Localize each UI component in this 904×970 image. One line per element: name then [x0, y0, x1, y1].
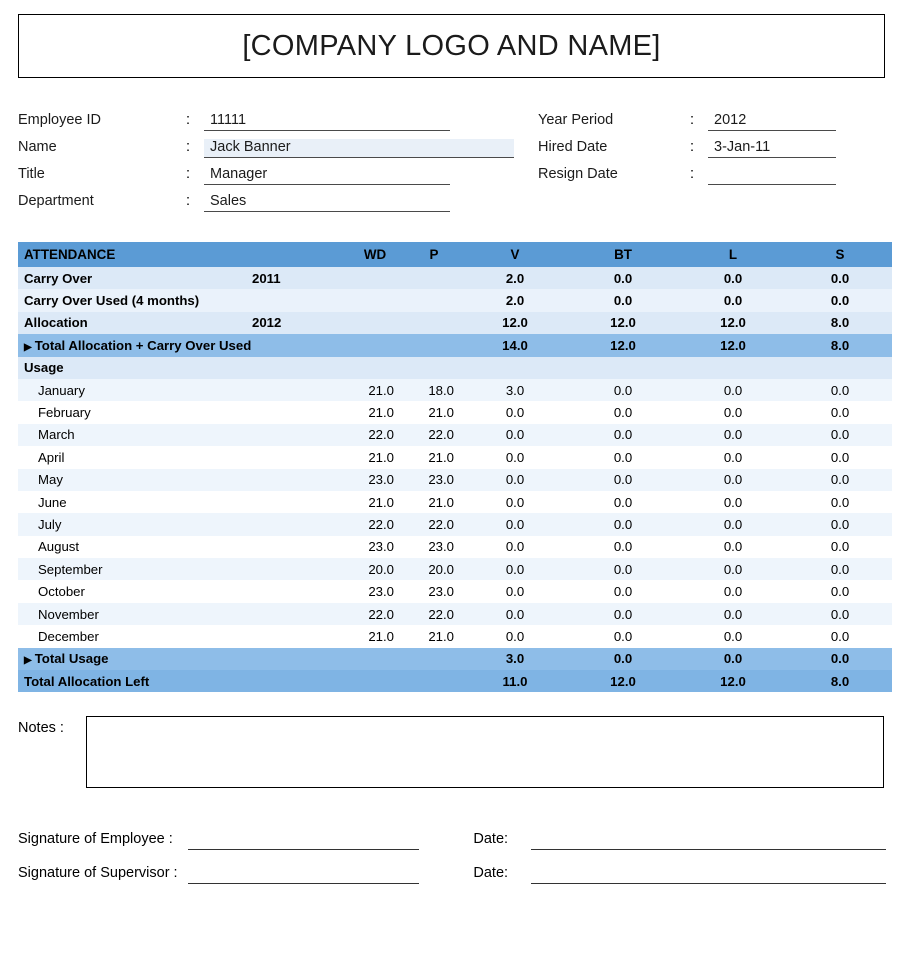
month-v: 0.0: [505, 494, 525, 510]
table-row: [18, 603, 892, 625]
month-l: 0.0: [723, 449, 743, 465]
table-row: [18, 558, 892, 580]
total-allocation-wd: [344, 334, 406, 356]
month-l: 0.0: [723, 382, 743, 398]
table-row: [18, 424, 892, 446]
month-bt: 0.0: [613, 606, 633, 622]
month-label: March: [38, 427, 75, 443]
month-bt: 0.0: [613, 405, 633, 421]
month-label: February: [38, 405, 91, 421]
header-wd: WD: [363, 247, 387, 262]
header-attendance: ATTENDANCE: [24, 247, 116, 262]
title-label: Title: [18, 166, 45, 182]
month-year: [252, 513, 344, 535]
carry-over-used-l: 0.0: [723, 293, 743, 309]
employee-id-label: Employee ID: [18, 112, 102, 128]
month-s: 0.0: [830, 561, 850, 577]
total-left-label: Total Allocation Left: [24, 673, 150, 689]
total-allocation-bt: 12.0: [610, 337, 636, 353]
month-wd: 21.0: [368, 405, 394, 421]
month-year: [252, 424, 344, 446]
month-v: 0.0: [505, 561, 525, 577]
month-label: August: [38, 539, 80, 555]
header-year: [252, 242, 344, 267]
month-s: 0.0: [830, 516, 850, 532]
month-year: [252, 625, 344, 647]
month-year: [252, 379, 344, 401]
resign-date-colon: :: [690, 166, 695, 182]
month-l: 0.0: [723, 561, 743, 577]
carry-over-v: 2.0: [505, 270, 525, 286]
total-usage-p: [406, 648, 462, 670]
month-wd: 23.0: [368, 472, 394, 488]
total-left-p: [406, 670, 462, 692]
month-bt: 0.0: [613, 516, 633, 532]
usage-header-p: [406, 357, 462, 379]
usage-header-s: [788, 357, 892, 379]
month-v: 0.0: [505, 539, 525, 555]
month-l: 0.0: [723, 427, 743, 443]
month-label: April: [38, 449, 65, 465]
month-wd: 21.0: [368, 628, 394, 644]
hired-date-colon: :: [690, 139, 695, 155]
expand-triangle-icon[interactable]: ▶: [24, 341, 32, 353]
usage-header-v: [462, 357, 568, 379]
month-s: 0.0: [830, 606, 850, 622]
allocation-year: 2012: [252, 315, 282, 331]
month-wd: 22.0: [368, 427, 394, 443]
month-bt: 0.0: [613, 382, 633, 398]
field-title: [18, 158, 538, 185]
month-l: 0.0: [723, 628, 743, 644]
name-colon: :: [186, 139, 191, 155]
signature-employee-line[interactable]: [188, 829, 420, 850]
table-row-allocation: [18, 312, 892, 334]
month-year: [252, 401, 344, 423]
usage-header-l: [678, 357, 788, 379]
month-v: 0.0: [505, 405, 525, 421]
table-row: [18, 469, 892, 491]
name-value[interactable]: Jack Banner: [204, 139, 514, 158]
company-logo-title: [COMPANY LOGO AND NAME]: [242, 29, 661, 62]
signature-employee-date-line[interactable]: [531, 829, 886, 850]
signature-supervisor-label: Signature of Supervisor :: [18, 865, 178, 882]
month-v: 0.0: [505, 449, 525, 465]
month-s: 0.0: [830, 449, 850, 465]
table-row-carry-over-used: [18, 289, 892, 311]
table-row: [18, 446, 892, 468]
month-label: December: [38, 628, 99, 644]
header-s: S: [835, 247, 845, 262]
table-row: [18, 625, 892, 647]
month-v: 0.0: [505, 427, 525, 443]
table-row-total-usage: [18, 648, 892, 670]
department-value[interactable]: Sales: [204, 193, 450, 212]
carry-over-year: 2011: [252, 270, 281, 286]
allocation-v: 12.0: [502, 315, 528, 331]
month-p: 22.0: [428, 427, 454, 443]
month-year: [252, 580, 344, 602]
month-wd: 21.0: [368, 382, 394, 398]
total-usage-bt: 0.0: [613, 651, 633, 667]
table-row: [18, 580, 892, 602]
month-p: 21.0: [428, 628, 454, 644]
usage-header-wd: [344, 357, 406, 379]
month-bt: 0.0: [613, 472, 633, 488]
total-usage-s: 0.0: [830, 651, 850, 667]
carry-over-used-bt: 0.0: [613, 293, 633, 309]
hired-date-label: Hired Date: [538, 139, 608, 155]
month-p: 21.0: [428, 449, 454, 465]
month-wd: 20.0: [368, 561, 394, 577]
total-allocation-label: Total Allocation + Carry Over Used: [34, 337, 252, 353]
table-row-total-allocation-left: [18, 670, 892, 692]
total-left-l: 12.0: [720, 673, 746, 689]
signature-employee-date-label: Date:: [473, 831, 509, 848]
month-label: September: [38, 561, 103, 577]
carry-over-p: [406, 267, 462, 289]
allocation-label: Allocation: [24, 315, 88, 331]
month-l: 0.0: [723, 494, 743, 510]
month-wd: 22.0: [368, 516, 394, 532]
month-label: October: [38, 584, 85, 600]
month-l: 0.0: [723, 472, 743, 488]
month-p: 21.0: [428, 494, 454, 510]
field-hired-date: [538, 131, 878, 158]
total-usage-l: 0.0: [723, 651, 743, 667]
month-bt: 0.0: [613, 584, 633, 600]
total-usage-v: 3.0: [505, 651, 525, 667]
attendance-table-wrapper: [18, 242, 886, 692]
hired-date-value[interactable]: 3-Jan-11: [708, 139, 836, 158]
usage-header-label: Usage: [24, 360, 64, 376]
total-allocation-s: 8.0: [830, 337, 850, 353]
signature-row-supervisor: [18, 850, 886, 884]
total-allocation-cell[interactable]: [18, 334, 252, 356]
table-row: [18, 513, 892, 535]
signature-employee-label: Signature of Employee :: [18, 831, 173, 848]
year-period-label: Year Period: [538, 112, 614, 128]
month-p: 23.0: [428, 539, 454, 555]
month-wd: 22.0: [368, 606, 394, 622]
header-l: L: [728, 247, 738, 262]
signature-supervisor-date-label: Date:: [473, 865, 509, 882]
employee-id-colon: :: [186, 112, 191, 128]
employee-id-value[interactable]: 11111: [204, 112, 450, 131]
allocation-s: 8.0: [830, 315, 850, 331]
year-period-colon: :: [690, 112, 695, 128]
signature-row-employee: [18, 816, 886, 850]
month-wd: 21.0: [368, 494, 394, 510]
month-v: 0.0: [505, 584, 525, 600]
carry-over-used-v: 2.0: [505, 293, 525, 309]
carry-over-used-wd: [344, 289, 406, 311]
month-l: 0.0: [723, 516, 743, 532]
allocation-p: [406, 312, 462, 334]
table-row-carry-over: [18, 267, 892, 289]
month-p: 20.0: [428, 561, 454, 577]
month-v: 0.0: [505, 606, 525, 622]
name-label: Name: [18, 139, 57, 155]
carry-over-used-year: [252, 289, 344, 311]
month-year: [252, 491, 344, 513]
title-value[interactable]: Manager: [204, 166, 450, 185]
table-row: [18, 401, 892, 423]
month-wd: 23.0: [368, 584, 394, 600]
employee-info-left-column: [18, 104, 538, 212]
month-bt: 0.0: [613, 628, 633, 644]
total-allocation-l: 12.0: [720, 337, 746, 353]
month-year: [252, 536, 344, 558]
month-p: 23.0: [428, 584, 454, 600]
total-left-year: [252, 670, 344, 692]
month-s: 0.0: [830, 427, 850, 443]
month-v: 0.0: [505, 628, 525, 644]
total-left-s: 8.0: [830, 673, 850, 689]
carry-over-bt: 0.0: [613, 270, 633, 286]
month-l: 0.0: [723, 405, 743, 421]
department-label: Department: [18, 193, 94, 209]
carry-over-used-label: Carry Over Used (4 months): [24, 293, 200, 309]
header-bt: BT: [614, 247, 632, 262]
carry-over-used-p: [406, 289, 462, 311]
month-l: 0.0: [723, 584, 743, 600]
signature-supervisor-date-line[interactable]: [531, 863, 886, 884]
allocation-wd: [344, 312, 406, 334]
total-usage-label: Total Usage: [34, 651, 109, 667]
month-label: January: [38, 382, 85, 398]
header-p: P: [429, 247, 439, 262]
field-year-period: [538, 104, 878, 131]
signature-supervisor-line[interactable]: [188, 863, 420, 884]
month-year: [252, 558, 344, 580]
total-allocation-year: [252, 334, 344, 356]
month-p: 21.0: [428, 405, 454, 421]
resign-date-value[interactable]: [708, 182, 836, 185]
total-usage-wd: [344, 648, 406, 670]
month-bt: 0.0: [613, 494, 633, 510]
carry-over-l: 0.0: [723, 270, 743, 286]
total-allocation-v: 14.0: [502, 337, 528, 353]
month-bt: 0.0: [613, 449, 633, 465]
field-name: [18, 131, 538, 158]
month-p: 22.0: [428, 516, 454, 532]
month-year: [252, 603, 344, 625]
allocation-bt: 12.0: [610, 315, 636, 331]
month-bt: 0.0: [613, 427, 633, 443]
usage-header-year: [252, 357, 344, 379]
carry-over-used-s: 0.0: [830, 293, 850, 309]
month-label: July: [38, 516, 62, 532]
month-s: 0.0: [830, 472, 850, 488]
month-wd: 23.0: [368, 539, 394, 555]
table-row: [18, 536, 892, 558]
notes-section: [18, 716, 886, 788]
total-usage-year: [252, 648, 344, 670]
carry-over-wd: [344, 267, 406, 289]
table-row-usage-header: [18, 357, 892, 379]
month-label: May: [38, 472, 63, 488]
total-allocation-p: [406, 334, 462, 356]
carry-over-label: Carry Over: [24, 270, 93, 286]
table-row: [18, 379, 892, 401]
month-year: [252, 446, 344, 468]
department-colon: :: [186, 193, 191, 209]
month-bt: 0.0: [613, 539, 633, 555]
total-left-v: 11.0: [502, 673, 528, 689]
company-logo-box: [18, 14, 885, 78]
notes-label: Notes :: [18, 720, 64, 737]
month-bt: 0.0: [613, 561, 633, 577]
attendance-table-header-row: [18, 242, 892, 267]
month-p: 22.0: [428, 606, 454, 622]
month-l: 0.0: [723, 606, 743, 622]
total-usage-cell[interactable]: [18, 648, 252, 670]
month-s: 0.0: [830, 494, 850, 510]
table-row-total-allocation: [18, 334, 892, 356]
signatures-section: [18, 816, 886, 884]
month-label: June: [38, 494, 67, 510]
table-row: [18, 491, 892, 513]
month-year: [252, 469, 344, 491]
month-wd: 21.0: [368, 449, 394, 465]
notes-input[interactable]: [86, 716, 884, 788]
month-v: 3.0: [505, 382, 525, 398]
month-p: 18.0: [428, 382, 454, 398]
month-v: 0.0: [505, 516, 525, 532]
expand-triangle-icon[interactable]: ▶: [24, 655, 32, 667]
month-s: 0.0: [830, 584, 850, 600]
month-s: 0.0: [830, 539, 850, 555]
resign-date-label: Resign Date: [538, 166, 618, 182]
month-v: 0.0: [505, 472, 525, 488]
field-department: [18, 185, 538, 212]
title-colon: :: [186, 166, 191, 182]
month-s: 0.0: [830, 405, 850, 421]
month-s: 0.0: [830, 628, 850, 644]
allocation-l: 12.0: [720, 315, 746, 331]
attendance-table: [18, 242, 892, 692]
total-left-wd: [344, 670, 406, 692]
month-label: November: [38, 606, 99, 622]
usage-header-bt: [568, 357, 678, 379]
total-left-bt: 12.0: [610, 673, 636, 689]
carry-over-s: 0.0: [830, 270, 850, 286]
month-s: 0.0: [830, 382, 850, 398]
employee-info-right-column: [538, 104, 878, 212]
field-employee-id: [18, 104, 538, 131]
month-p: 23.0: [428, 472, 454, 488]
year-period-value[interactable]: 2012: [708, 112, 836, 131]
employee-info-section: [18, 104, 886, 212]
header-v: V: [510, 247, 520, 262]
field-resign-date: [538, 158, 878, 185]
month-l: 0.0: [723, 539, 743, 555]
